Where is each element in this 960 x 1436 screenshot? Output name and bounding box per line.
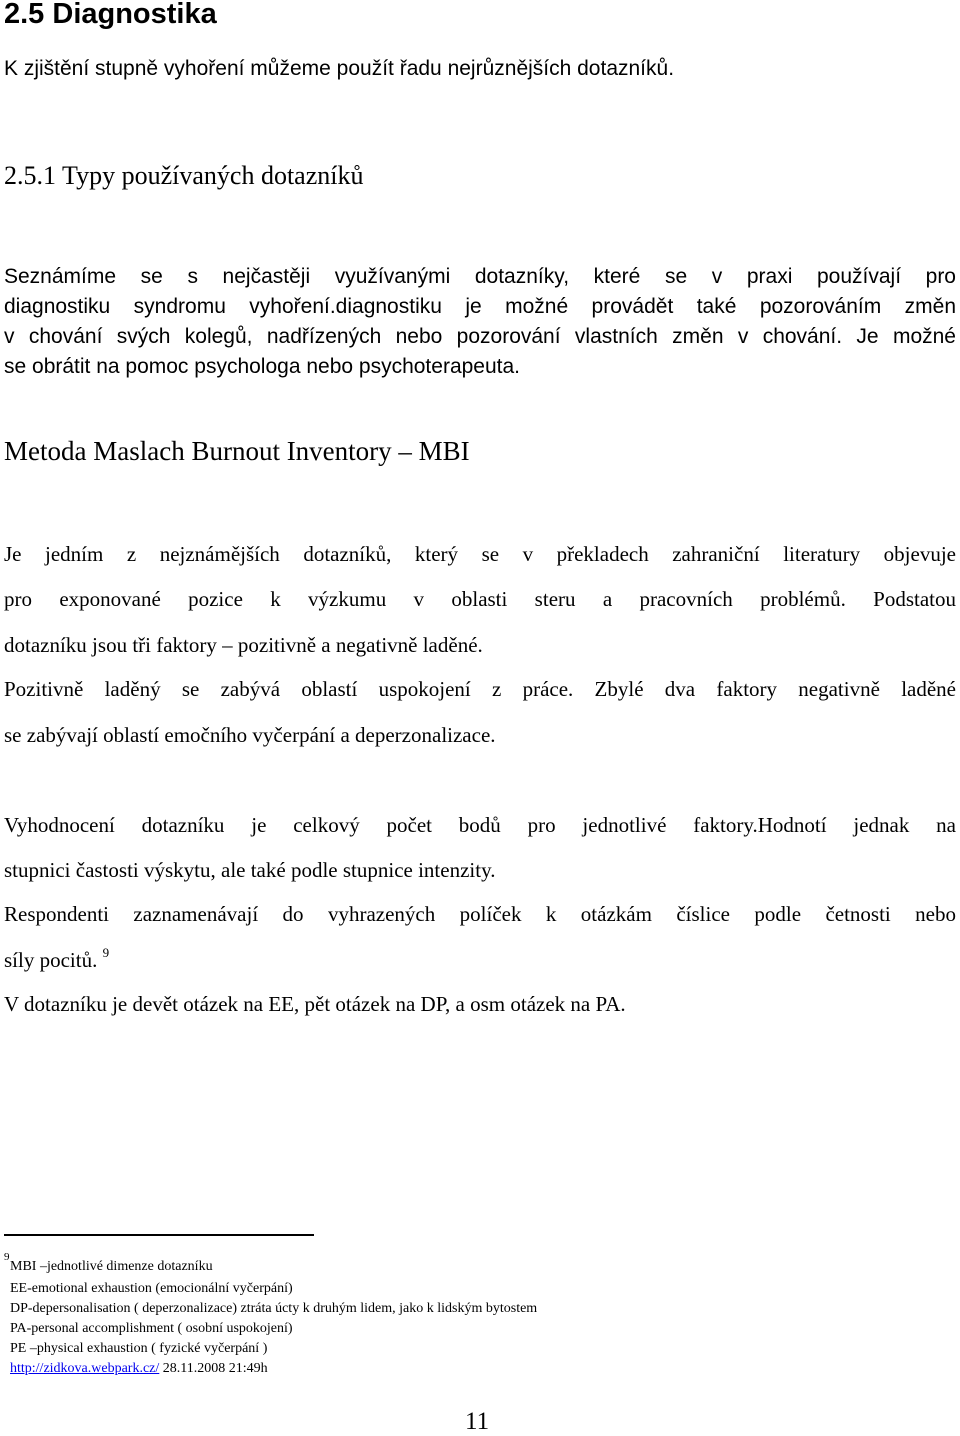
section-heading: 2.5 Diagnostika (4, 0, 217, 30)
footnote-date: 28.11.2008 21:49h (159, 1361, 268, 1376)
paragraph-line: diagnostiku syndromu vyhoření.diagnostiku je možné provádět také pozorováním změn (4, 295, 956, 318)
page-number: 11 (465, 1408, 490, 1435)
footnote-line (10, 1361, 268, 1377)
mbi-heading: Metoda Maslach Burnout Inventory – MBI (4, 436, 470, 466)
body-line (4, 945, 110, 973)
footnote-link[interactable]: http://zidkova.webpark.cz/ (10, 1361, 160, 1376)
body-line: Respondenti zaznamenávají do vyhrazených políček k otázkám číslice podle četnosti nebo (4, 902, 956, 926)
footnote-separator (4, 1234, 314, 1236)
paragraph-line: Seznámíme se s nejčastěji využívanými dotazníky, které se v praxi používají pro (4, 265, 956, 288)
footnote-reference[interactable]: 9 (102, 945, 110, 960)
footnote-line: EE-emotional exhaustion (emocionální vyčerpání) (10, 1281, 293, 1296)
body-line: pro exponované pozice k výzkumu v oblasti steru a pracovních problémů. Podstatou (4, 587, 956, 611)
body-line: dotazníku jsou tři faktory – pozitivně a negativně laděné. (4, 633, 483, 657)
body-line: se zabývají oblastí emočního vyčerpání a deperzonalizace. (4, 723, 496, 747)
footnote-line: PE –physical exhaustion ( fyzické vyčerpání ) (10, 1341, 268, 1356)
paragraph-line: v chování svých kolegů, nadřízených nebo pozorování vlastních změn v chování. Je možné (4, 325, 956, 348)
body-line: V dotazníku je devět otázek na EE, pět otázek na DP, a osm otázek na PA. (4, 992, 626, 1016)
body-line: stupnici častosti výskytu, ale také podle stupnice intenzity. (4, 858, 496, 882)
footnote-line: MBI –jednotlivé dimenze dotazníku (10, 1259, 213, 1274)
paragraph-line: se obrátit na pomoc psychologa nebo psychoterapeuta. (4, 355, 521, 378)
body-line: Pozitivně laděný se zabývá oblastí uspokojení z práce. Zbylé dva faktory negativně laděné (4, 677, 956, 701)
footnote-number: 9 (4, 1251, 10, 1263)
intro-text: K zjištění stupně vyhoření můžeme použít řadu nejrůznějších dotazníků. (4, 57, 675, 80)
body-line: Je jedním z nejznámějších dotazníků, který se v překladech zahraniční literatury objevuje (4, 542, 956, 566)
body-line-text: síly pocitů. (4, 948, 98, 972)
footnote-line: PA-personal accomplishment ( osobní uspokojení) (10, 1321, 293, 1336)
footnote-line: DP-depersonalisation ( deperzonalizace) ztráta úcty k druhým lidem, jako k lidským bytostem (10, 1301, 538, 1316)
subsection-heading: 2.5.1 Typy používaných dotazníků (4, 161, 364, 190)
body-line: Vyhodnocení dotazníku je celkový počet bodů pro jednotlivé faktory.Hodnotí jednak na (4, 813, 956, 837)
